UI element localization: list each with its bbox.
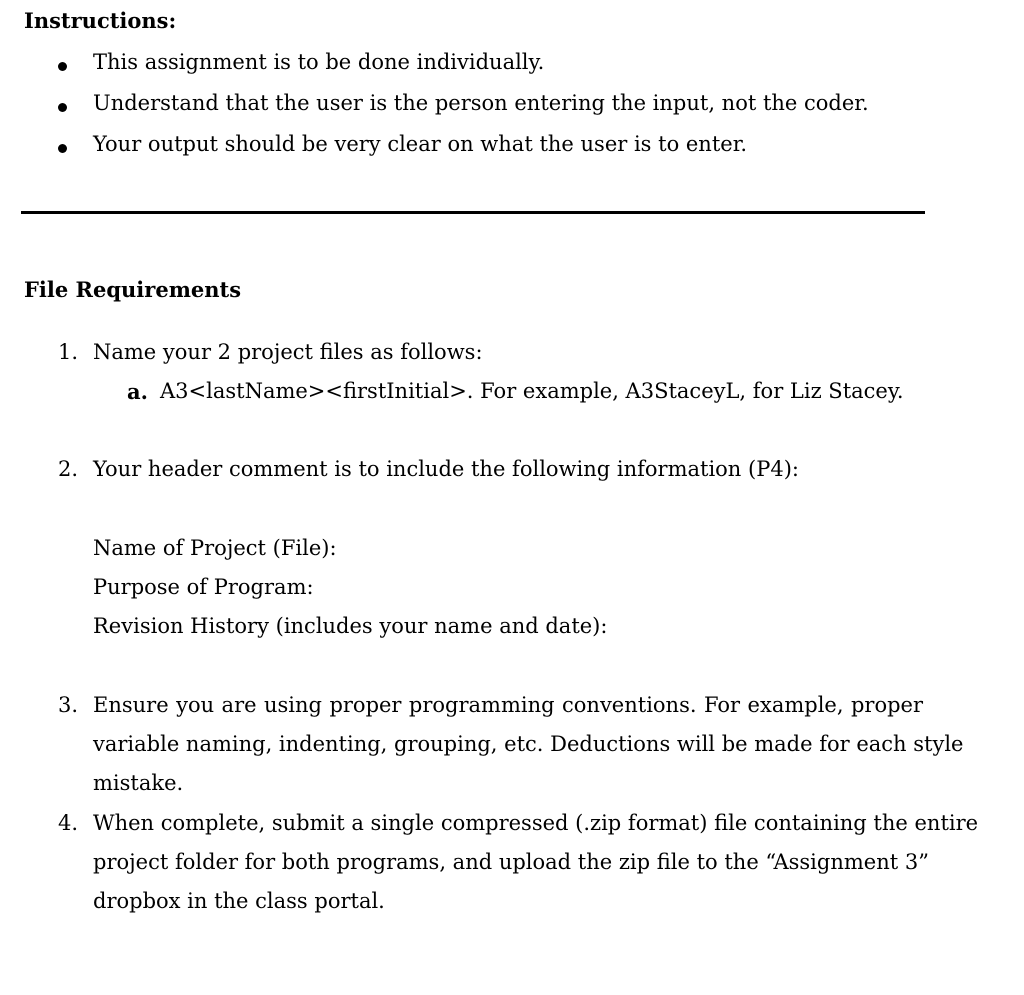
sub-item-text: A3<lastName><firstInitial>. For example, A3StaceyL, for Liz Stacey.	[160, 379, 904, 403]
item-text-line: Ensure you are using proper programming conventions. For example, proper	[93, 693, 923, 717]
item-text-line: project folder for both programs, and upload the zip file to the “Assignment 3”	[93, 850, 929, 874]
list-item	[0, 132, 1024, 164]
item-number: 3.	[58, 693, 79, 717]
bullet-icon	[58, 62, 67, 71]
section-divider	[21, 211, 925, 214]
item-text: Your header comment is to include the following information (P4):	[93, 457, 799, 481]
item-text: Name your 2 project files as follows:	[93, 340, 483, 364]
header-field-project-name: Name of Project (File):	[93, 536, 337, 560]
instructions-heading: Instructions:	[24, 8, 177, 33]
file-requirements-heading: File Requirements	[24, 277, 242, 302]
bullet-icon	[58, 144, 67, 153]
list-item-text: Understand that the user is the person entering the input, not the coder.	[93, 91, 869, 115]
list-item-text: Your output should be very clear on what the user is to enter.	[93, 132, 748, 156]
list-item-text: This assignment is to be done individually.	[93, 50, 545, 74]
sub-item-label: a.	[127, 379, 148, 404]
item-text-line: variable naming, indenting, grouping, etc. Deductions will be made for each style	[93, 732, 964, 756]
item-text-line: mistake.	[93, 771, 184, 795]
item-number: 4.	[58, 811, 79, 835]
item-number: 2.	[58, 457, 79, 481]
list-item	[0, 50, 1024, 82]
item-text-line: dropbox in the class portal.	[93, 889, 385, 913]
header-field-revision-history: Revision History (includes your name and date):	[93, 614, 608, 638]
item-text-line: When complete, submit a single compressed (.zip format) file containing the entire	[93, 811, 979, 835]
header-field-purpose: Purpose of Program:	[93, 575, 314, 599]
bullet-icon	[58, 103, 67, 112]
list-item	[0, 91, 1024, 123]
item-number: 1.	[58, 340, 79, 364]
